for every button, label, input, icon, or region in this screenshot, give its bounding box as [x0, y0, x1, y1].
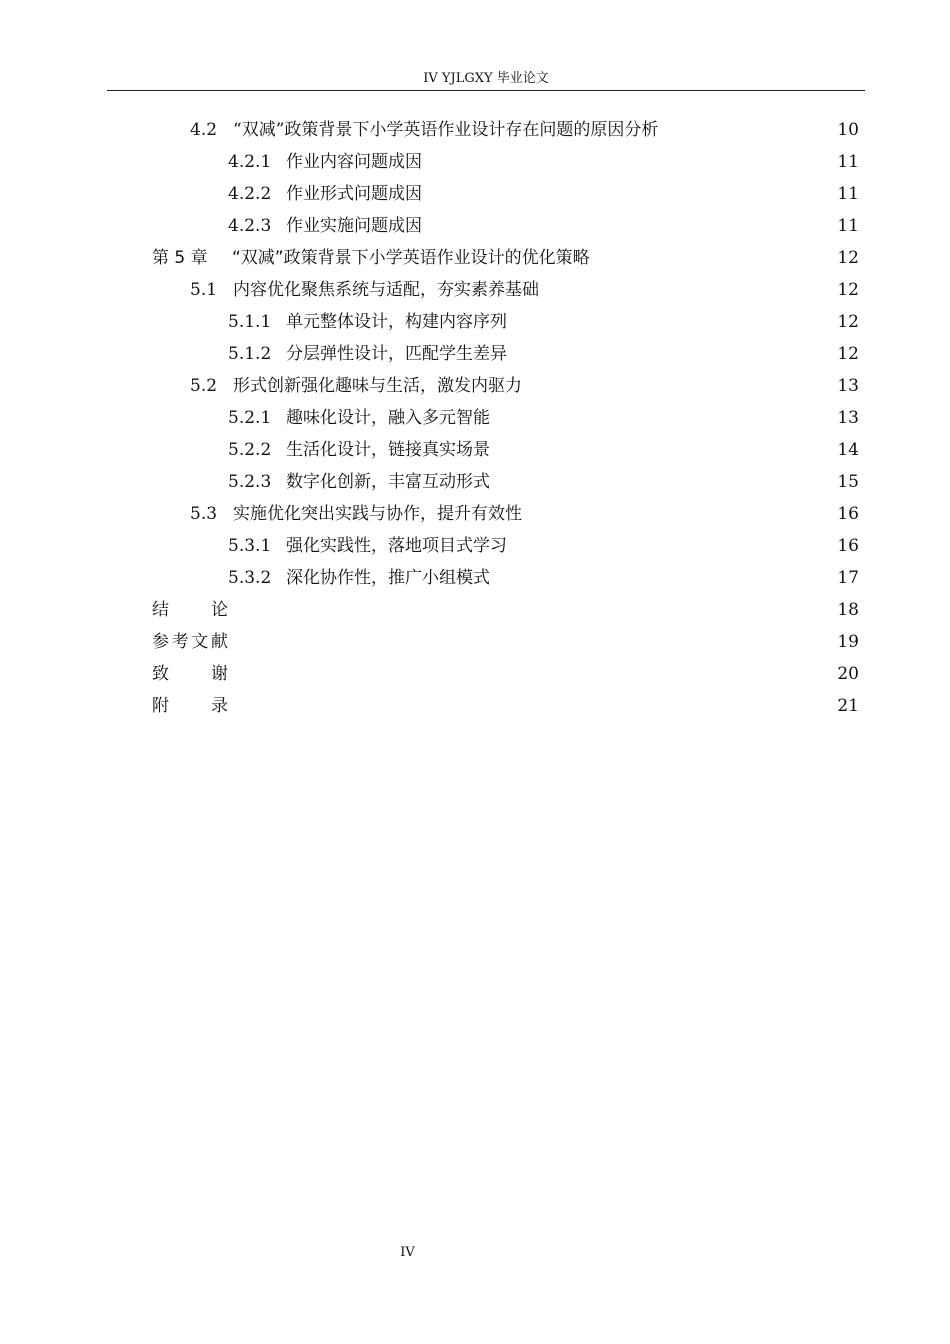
toc-title-char: 结 [152, 600, 169, 620]
toc-title-char: 献 [210, 632, 228, 652]
toc-title: 作业形式问题成因 [286, 184, 422, 204]
toc-title: 强化实践性，落地项目式学习 [286, 536, 507, 556]
toc-title-char: 谢 [211, 664, 228, 684]
toc-number: 4.2.3 [228, 216, 272, 236]
toc-page: 12 [837, 344, 859, 364]
toc-number: 4.2.2 [228, 184, 272, 204]
toc-title: 实施优化突出实践与协作，提升有效性 [233, 504, 522, 524]
toc-number: 5.3 [190, 504, 218, 524]
toc-title: 深化协作性，推广小组模式 [286, 568, 490, 588]
toc-title-char: 录 [211, 696, 228, 716]
toc-entry-5-2[interactable] [0, 370, 950, 402]
toc-title-char: 论 [211, 600, 228, 620]
toc-page: 17 [837, 568, 859, 588]
toc-entry-5-1[interactable] [0, 274, 950, 306]
toc-number: 5.2.3 [228, 472, 272, 492]
toc-page: 20 [837, 664, 859, 684]
toc-title: 内容优化聚焦系统与适配，夯实素养基础 [233, 280, 539, 300]
toc-title: 趣味化设计，融入多元智能 [286, 408, 490, 428]
toc-page: 12 [837, 312, 859, 332]
toc-entry-4-2-3[interactable] [0, 210, 950, 242]
toc-page: 10 [837, 120, 859, 140]
toc-number: 5.1 [190, 280, 218, 300]
running-header: IV YJLGXY 毕业论文 [107, 70, 865, 91]
toc-title: 作业内容问题成因 [286, 152, 422, 172]
toc-title: 形式创新强化趣味与生活，激发内驱力 [233, 376, 522, 396]
toc-title [152, 594, 228, 626]
toc-title [152, 690, 228, 722]
toc-page: 16 [837, 536, 859, 556]
toc-number: 5.3.1 [228, 536, 272, 556]
toc-entry-5-3-2[interactable] [0, 562, 950, 594]
toc-page: 12 [837, 280, 859, 300]
toc-page: 11 [837, 152, 859, 172]
toc-entry-4-2-1[interactable] [0, 146, 950, 178]
toc-title-char: 附 [152, 696, 169, 716]
toc-entry-appendix[interactable] [0, 690, 950, 722]
toc-page: 18 [837, 600, 859, 620]
toc-entry-conclusion[interactable] [0, 594, 950, 626]
toc-number: 5.1.2 [228, 344, 272, 364]
toc-number: 4.2 [190, 120, 218, 140]
toc-page: 19 [837, 632, 859, 652]
toc-entry-5-3[interactable] [0, 498, 950, 530]
toc-title: 生活化设计，链接真实场景 [286, 440, 490, 460]
toc-entry-5-2-3[interactable] [0, 466, 950, 498]
table-of-contents [0, 114, 950, 722]
toc-number: 4.2.1 [228, 152, 272, 172]
toc-entry-references[interactable] [0, 626, 950, 658]
toc-title-char: 考 [171, 632, 189, 652]
toc-title [152, 626, 228, 658]
toc-title-char: 文 [191, 632, 209, 652]
toc-number: 第 5 章 [152, 248, 208, 268]
toc-title: 数字化创新，丰富互动形式 [286, 472, 490, 492]
toc-entry-5-1-2[interactable] [0, 338, 950, 370]
toc-number: 5.2.2 [228, 440, 272, 460]
toc-page: 13 [837, 376, 859, 396]
toc-number: 5.2.1 [228, 408, 272, 428]
toc-entry-acknowledgements[interactable] [0, 658, 950, 690]
toc-title-char: 致 [152, 664, 169, 684]
toc-page: 15 [837, 472, 859, 492]
toc-entry-4-2-2[interactable] [0, 178, 950, 210]
toc-title-char: 参 [152, 632, 169, 652]
footer-page-number: IV [400, 1245, 415, 1260]
toc-title: 作业实施问题成因 [286, 216, 422, 236]
toc-title: “双减”政策背景下小学英语作业设计的优化策略 [232, 248, 590, 268]
toc-title [152, 658, 228, 690]
toc-page: 14 [837, 440, 859, 460]
toc-page: 16 [837, 504, 859, 524]
toc-page: 12 [837, 248, 859, 268]
toc-number: 5.3.2 [228, 568, 272, 588]
toc-page: 11 [837, 184, 859, 204]
toc-entry-5-3-1[interactable] [0, 530, 950, 562]
toc-entry-5-2-2[interactable] [0, 434, 950, 466]
toc-title: 单元整体设计，构建内容序列 [286, 312, 507, 332]
toc-number: 5.2 [190, 376, 218, 396]
toc-number: 5.1.1 [228, 312, 272, 332]
toc-page: 13 [837, 408, 859, 428]
toc-entry-5-2-1[interactable] [0, 402, 950, 434]
toc-entry-5-1-1[interactable] [0, 306, 950, 338]
toc-entry-4-2[interactable] [0, 114, 950, 146]
toc-entry-chapter-5[interactable] [0, 242, 950, 274]
toc-title: 分层弹性设计，匹配学生差异 [286, 344, 507, 364]
toc-page: 11 [837, 216, 859, 236]
toc-title: “双减”政策背景下小学英语作业设计存在问题的原因分析 [233, 120, 659, 140]
toc-page: 21 [837, 696, 859, 716]
